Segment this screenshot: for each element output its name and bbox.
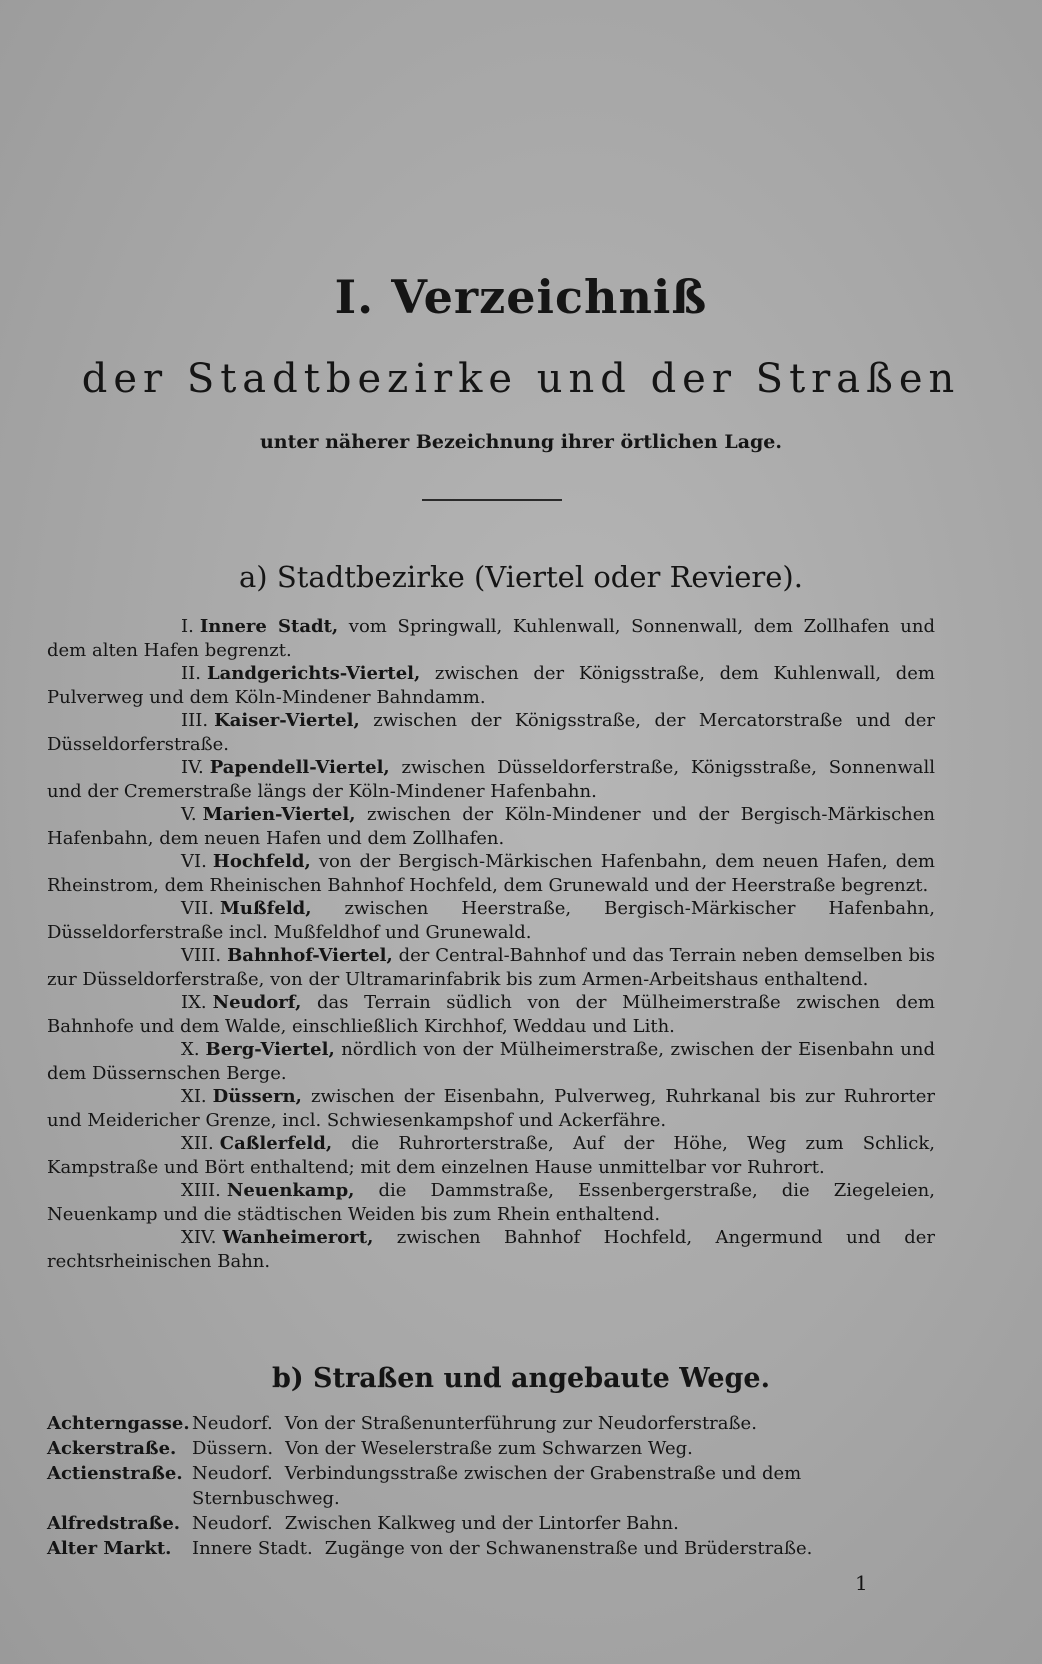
district-item: IV. Papendell-Viertel, zwischen Düsseldorferstraße, Königsstraße, Sonnenwall und der Cremerstraße längs der Köln-Mindener Hafenbahn. [47, 757, 935, 802]
divider-rule [422, 499, 562, 501]
district-item: I. Innere Stadt, vom Springwall, Kuhlenwall, Sonnenwall, dem Zollhafen und dem alten Hafen begrenzt. [47, 616, 935, 661]
district-item: X. Berg-Viertel, nördlich von der Mülheimerstraße, zwischen der Eisenbahn und dem Düssernschen Berge. [47, 1039, 935, 1084]
district-item: XI. Düssern, zwischen der Eisenbahn, Pulverweg, Ruhrkanal bis zur Ruhrorter und Meidericher Grenze, incl. Schwiesenkampshof und Ackerfähre. [47, 1086, 935, 1131]
district-item: VII. Mußfeld, zwischen Heerstraße, Bergisch-Märkischer Hafenbahn, Düsseldorferstraße incl. Mußfeldhof und Grunewald. [47, 898, 935, 943]
district-item: IX. Neudorf, das Terrain südlich von der Mülheimerstraße zwischen dem Bahnhofe und dem Walde, einschließlich Kirchhof, Weddau und Lith. [47, 992, 935, 1037]
district-item: III. Kaiser-Viertel, zwischen der Königsstraße, der Mercatorstraße und der Düsseldorferstraße. [47, 710, 935, 755]
page-number: 1 [855, 1571, 868, 1595]
district-item: VIII. Bahnhof-Viertel, der Central-Bahnhof und das Terrain neben demselben bis zur Düsseldorferstraße, von der Ultramarinfabrik bis zum Armen-Arbeitshaus enthaltend. [47, 945, 935, 990]
district-item: XII. Caßlerfeld, die Ruhrorterstraße, Auf der Höhe, Weg zum Schlick, Kampstraße und Bört enthaltend; mit dem einzelnen Hause unmittelbar vor Ruhrort. [47, 1133, 935, 1178]
street-list [47, 1411, 935, 1561]
page-subtitle: der Stadtbezirke und der Straßen [81, 356, 961, 402]
page-title: I. Verzeichniß [334, 270, 708, 324]
street-entry: Actienstraße. Neudorf. Verbindungsstraße zwischen der Grabenstraße und dem Sternbuschweg. [47, 1463, 802, 1509]
district-item: XIV. Wanheimerort, zwischen Bahnhof Hochfeld, Angermund und der rechtsrheinischen Bahn. [47, 1227, 935, 1272]
district-item: XIII. Neuenkamp, die Dammstraße, Essenbergerstraße, die Ziegeleien, Neuenkamp und die städtischen Weiden bis zum Rhein enthaltend. [47, 1180, 935, 1225]
district-list [47, 615, 935, 1273]
street-entry: Alfredstraße. Neudorf. Zwischen Kalkweg und der Lintorfer Bahn. [47, 1513, 679, 1534]
section-b-heading: b) Straßen und angebaute Wege. [272, 1363, 770, 1394]
street-entry: Alter Markt. Innere Stadt. Zugänge von der Schwanenstraße und Brüderstraße. [47, 1538, 813, 1559]
page-subsubtitle: unter näherer Bezeichnung ihrer örtlichen Lage. [259, 431, 783, 453]
district-item: VI. Hochfeld, von der Bergisch-Märkischen Hafenbahn, dem neuen Hafen, dem Rheinstrom, dem Rheinischen Bahnhof Hochfeld, dem Grunewald und der Heerstraße begrenzt. [47, 851, 935, 896]
street-entry: Achterngasse. Neudorf. Von der Straßenunterführung zur Neudorferstraße. [47, 1413, 757, 1434]
district-item: II. Landgerichts-Viertel, zwischen der Königsstraße, dem Kuhlenwall, dem Pulverweg und dem Köln-Mindener Bahndamm. [47, 663, 935, 708]
section-a-heading: a) Stadtbezirke (Viertel oder Reviere). [239, 560, 803, 594]
district-item: V. Marien-Viertel, zwischen der Köln-Mindener und der Bergisch-Märkischen Hafenbahn, dem neuen Hafen und dem Zollhafen. [47, 804, 935, 849]
street-entry: Ackerstraße. Düssern. Von der Weselerstraße zum Schwarzen Weg. [47, 1438, 693, 1459]
